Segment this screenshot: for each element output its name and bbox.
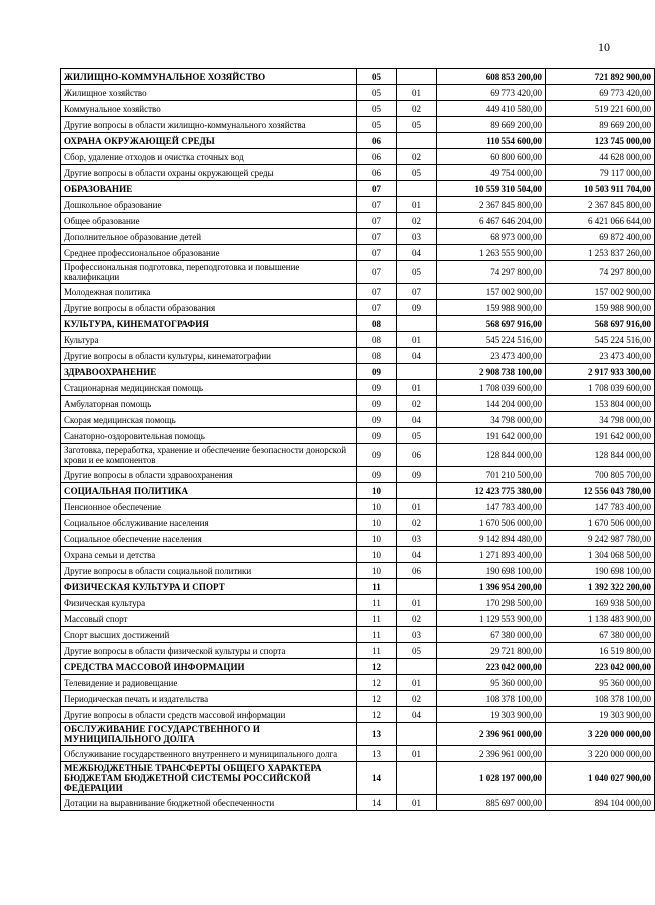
section-row [61, 659, 655, 675]
row-amount-1: 1 396 954 200,00 [437, 579, 546, 595]
row-name: Общее образование [61, 213, 357, 229]
table-row [61, 101, 655, 117]
row-amount-2: 545 224 516,00 [546, 332, 655, 348]
row-name: ОБРАЗОВАНИЕ [61, 181, 357, 197]
row-section-code: 09 [357, 428, 397, 444]
row-amount-1: 2 396 961 000,00 [437, 723, 546, 746]
row-amount-2: 1 670 506 000,00 [546, 515, 655, 531]
row-amount-1: 95 360 000,00 [437, 675, 546, 691]
row-amount-2: 89 669 200,00 [546, 117, 655, 133]
row-amount-1: 157 002 900,00 [437, 284, 546, 300]
row-name: Другие вопросы в области социальной политики [61, 563, 357, 579]
row-subsection-code [397, 762, 437, 795]
table-row [61, 149, 655, 165]
row-amount-2: 69 872 400,00 [546, 229, 655, 245]
row-section-code: 06 [357, 133, 397, 149]
row-amount-2: 519 221 600,00 [546, 101, 655, 117]
row-section-code: 14 [357, 795, 397, 811]
row-name: Сбор, удаление отходов и очистка сточных вод [61, 149, 357, 165]
row-subsection-code: 02 [397, 515, 437, 531]
row-amount-1: 1 670 506 000,00 [437, 515, 546, 531]
row-section-code: 07 [357, 181, 397, 197]
row-amount-1: 1 708 039 600,00 [437, 380, 546, 396]
row-amount-1: 223 042 000,00 [437, 659, 546, 675]
row-subsection-code [397, 69, 437, 85]
row-amount-2: 1 304 068 500,00 [546, 547, 655, 563]
row-section-code: 12 [357, 659, 397, 675]
row-amount-2: 12 556 043 780,00 [546, 483, 655, 499]
table-row [61, 691, 655, 707]
row-subsection-code: 01 [397, 675, 437, 691]
row-amount-2: 44 628 000,00 [546, 149, 655, 165]
row-amount-1: 1 271 893 400,00 [437, 547, 546, 563]
row-amount-2: 108 378 100,00 [546, 691, 655, 707]
row-section-code: 11 [357, 643, 397, 659]
row-name: Физическая культура [61, 595, 357, 611]
row-amount-2: 721 892 900,00 [546, 69, 655, 85]
row-section-code: 07 [357, 300, 397, 316]
row-name: Коммунальное хозяйство [61, 101, 357, 117]
row-name: Телевидение и радиовещание [61, 675, 357, 691]
table-row [61, 428, 655, 444]
row-section-code: 07 [357, 229, 397, 245]
budget-table-body [61, 69, 655, 811]
row-name: Дополнительное образование детей [61, 229, 357, 245]
row-amount-1: 1 129 553 900,00 [437, 611, 546, 627]
page-number: 10 [598, 40, 610, 54]
row-amount-1: 159 988 900,00 [437, 300, 546, 316]
row-subsection-code: 05 [397, 261, 437, 284]
row-name: Спорт высших достижений [61, 627, 357, 643]
section-row [61, 316, 655, 332]
table-row [61, 595, 655, 611]
row-amount-1: 1 263 555 900,00 [437, 245, 546, 261]
row-amount-2: 1 138 483 900,00 [546, 611, 655, 627]
row-subsection-code [397, 181, 437, 197]
row-amount-1: 34 798 000,00 [437, 412, 546, 428]
row-name: СРЕДСТВА МАССОВОЙ ИНФОРМАЦИИ [61, 659, 357, 675]
row-amount-2: 16 519 800,00 [546, 643, 655, 659]
row-name: Амбулаторная помощь [61, 396, 357, 412]
row-section-code: 13 [357, 746, 397, 762]
row-section-code: 07 [357, 197, 397, 213]
row-subsection-code: 05 [397, 643, 437, 659]
row-subsection-code [397, 364, 437, 380]
row-name: Культура [61, 332, 357, 348]
row-name: Периодическая печать и издательства [61, 691, 357, 707]
table-row [61, 332, 655, 348]
row-subsection-code: 01 [397, 380, 437, 396]
row-name: Другие вопросы в области физической культуры и спорта [61, 643, 357, 659]
row-amount-1: 108 378 100,00 [437, 691, 546, 707]
table-row [61, 229, 655, 245]
row-subsection-code: 09 [397, 300, 437, 316]
table-row [61, 675, 655, 691]
table-row [61, 467, 655, 483]
row-section-code: 10 [357, 563, 397, 579]
row-amount-2: 69 773 420,00 [546, 85, 655, 101]
table-row [61, 261, 655, 284]
row-amount-2: 190 698 100,00 [546, 563, 655, 579]
row-subsection-code [397, 659, 437, 675]
row-name: ЖИЛИЩНО-КОММУНАЛЬНОЕ ХОЗЯЙСТВО [61, 69, 357, 85]
row-name: Дотации на выравнивание бюджетной обеспеченности [61, 795, 357, 811]
row-name: ЗДРАВООХРАНЕНИЕ [61, 364, 357, 380]
row-amount-2: 2 367 845 800,00 [546, 197, 655, 213]
row-amount-1: 67 380 000,00 [437, 627, 546, 643]
row-amount-2: 1 708 039 600,00 [546, 380, 655, 396]
row-subsection-code: 02 [397, 611, 437, 627]
row-name: Другие вопросы в области здравоохранения [61, 467, 357, 483]
row-subsection-code: 02 [397, 101, 437, 117]
row-name: Массовый спорт [61, 611, 357, 627]
row-subsection-code: 02 [397, 691, 437, 707]
section-row [61, 364, 655, 380]
row-subsection-code: 01 [397, 795, 437, 811]
row-subsection-code: 06 [397, 563, 437, 579]
row-name: Пенсионное обеспечение [61, 499, 357, 515]
row-section-code: 06 [357, 149, 397, 165]
section-row [61, 181, 655, 197]
row-subsection-code: 04 [397, 547, 437, 563]
table-row [61, 795, 655, 811]
row-subsection-code: 03 [397, 627, 437, 643]
row-subsection-code: 01 [397, 197, 437, 213]
table-row [61, 547, 655, 563]
row-amount-1: 74 297 800,00 [437, 261, 546, 284]
row-subsection-code: 01 [397, 746, 437, 762]
table-row [61, 746, 655, 762]
row-section-code: 05 [357, 69, 397, 85]
row-name: Дошкольное образование [61, 197, 357, 213]
row-amount-1: 170 298 500,00 [437, 595, 546, 611]
row-amount-2: 34 798 000,00 [546, 412, 655, 428]
row-amount-1: 1 028 197 000,00 [437, 762, 546, 795]
row-name: Другие вопросы в области охраны окружающей среды [61, 165, 357, 181]
table-row [61, 284, 655, 300]
row-amount-2: 191 642 000,00 [546, 428, 655, 444]
row-section-code: 09 [357, 444, 397, 467]
row-name: Молодежная политика [61, 284, 357, 300]
budget-table [60, 68, 655, 811]
row-amount-1: 68 973 000,00 [437, 229, 546, 245]
row-subsection-code: 02 [397, 149, 437, 165]
section-row [61, 483, 655, 499]
table-row [61, 627, 655, 643]
table-row [61, 531, 655, 547]
row-amount-2: 9 242 987 780,00 [546, 531, 655, 547]
row-amount-1: 49 754 000,00 [437, 165, 546, 181]
row-subsection-code: 03 [397, 531, 437, 547]
row-name: Другие вопросы в области культуры, кинематографии [61, 348, 357, 364]
row-amount-1: 12 423 775 380,00 [437, 483, 546, 499]
row-amount-1: 128 844 000,00 [437, 444, 546, 467]
row-amount-2: 19 303 900,00 [546, 707, 655, 723]
row-section-code: 11 [357, 611, 397, 627]
row-section-code: 09 [357, 380, 397, 396]
row-amount-2: 3 220 000 000,00 [546, 723, 655, 746]
row-amount-1: 2 396 961 000,00 [437, 746, 546, 762]
table-row [61, 515, 655, 531]
row-amount-2: 3 220 000 000,00 [546, 746, 655, 762]
row-subsection-code: 05 [397, 165, 437, 181]
row-section-code: 09 [357, 467, 397, 483]
row-amount-1: 147 783 400,00 [437, 499, 546, 515]
row-name: Жилищное хозяйство [61, 85, 357, 101]
row-subsection-code [397, 579, 437, 595]
row-amount-2: 1 040 027 900,00 [546, 762, 655, 795]
row-amount-1: 191 642 000,00 [437, 428, 546, 444]
row-subsection-code: 02 [397, 396, 437, 412]
row-amount-1: 449 410 580,00 [437, 101, 546, 117]
row-section-code: 09 [357, 396, 397, 412]
row-amount-1: 2 908 738 100,00 [437, 364, 546, 380]
row-amount-1: 190 698 100,00 [437, 563, 546, 579]
row-section-code: 08 [357, 316, 397, 332]
row-subsection-code: 01 [397, 332, 437, 348]
row-name: Другие вопросы в области образования [61, 300, 357, 316]
row-amount-1: 69 773 420,00 [437, 85, 546, 101]
row-section-code: 06 [357, 165, 397, 181]
row-amount-2: 147 783 400,00 [546, 499, 655, 515]
row-amount-2: 123 745 000,00 [546, 133, 655, 149]
row-section-code: 10 [357, 515, 397, 531]
row-section-code: 08 [357, 348, 397, 364]
row-subsection-code: 05 [397, 428, 437, 444]
row-name: ФИЗИЧЕСКАЯ КУЛЬТУРА И СПОРТ [61, 579, 357, 595]
row-name: Обслуживание государственного внутреннего и муниципального долга [61, 746, 357, 762]
section-row [61, 133, 655, 149]
row-name: КУЛЬТУРА, КИНЕМАТОГРАФИЯ [61, 316, 357, 332]
table-row [61, 563, 655, 579]
row-amount-1: 19 303 900,00 [437, 707, 546, 723]
row-subsection-code: 01 [397, 595, 437, 611]
row-section-code: 10 [357, 499, 397, 515]
row-name: Социальное обслуживание населения [61, 515, 357, 531]
row-amount-2: 128 844 000,00 [546, 444, 655, 467]
row-name: Скорая медицинская помощь [61, 412, 357, 428]
row-section-code: 09 [357, 412, 397, 428]
row-subsection-code: 02 [397, 213, 437, 229]
row-amount-1: 6 467 646 204,00 [437, 213, 546, 229]
table-row [61, 444, 655, 467]
row-subsection-code: 09 [397, 467, 437, 483]
row-amount-1: 144 204 000,00 [437, 396, 546, 412]
section-row [61, 723, 655, 746]
row-section-code: 12 [357, 691, 397, 707]
row-subsection-code [397, 723, 437, 746]
row-amount-1: 885 697 000,00 [437, 795, 546, 811]
row-amount-2: 2 917 933 300,00 [546, 364, 655, 380]
row-name: Социальное обеспечение населения [61, 531, 357, 547]
table-row [61, 643, 655, 659]
row-amount-2: 894 104 000,00 [546, 795, 655, 811]
row-name: Среднее профессиональное образование [61, 245, 357, 261]
table-row [61, 197, 655, 213]
row-amount-1: 60 800 600,00 [437, 149, 546, 165]
table-row [61, 412, 655, 428]
row-section-code: 13 [357, 723, 397, 746]
row-name: МЕЖБЮДЖЕТНЫЕ ТРАНСФЕРТЫ ОБЩЕГО ХАРАКТЕРА БЮДЖЕТАМ БЮДЖЕТНОЙ СИСТЕМЫ РОССИЙСКОЙ ФЕДЕРАЦИИ [61, 762, 357, 795]
row-name: Заготовка, переработка, хранение и обеспечение безопасности донорской крови и ее компонентов [61, 444, 357, 467]
row-subsection-code: 04 [397, 245, 437, 261]
row-amount-2: 95 360 000,00 [546, 675, 655, 691]
row-section-code: 14 [357, 762, 397, 795]
row-amount-2: 568 697 916,00 [546, 316, 655, 332]
row-section-code: 11 [357, 595, 397, 611]
row-section-code: 07 [357, 261, 397, 284]
row-name: Другие вопросы в области жилищно-коммунального хозяйства [61, 117, 357, 133]
row-section-code: 11 [357, 579, 397, 595]
row-subsection-code: 01 [397, 85, 437, 101]
row-amount-2: 223 042 000,00 [546, 659, 655, 675]
row-section-code: 12 [357, 707, 397, 723]
row-subsection-code [397, 133, 437, 149]
section-row [61, 69, 655, 85]
row-amount-2: 153 804 000,00 [546, 396, 655, 412]
row-section-code: 07 [357, 284, 397, 300]
section-row [61, 762, 655, 795]
row-subsection-code: 05 [397, 117, 437, 133]
row-amount-1: 10 559 310 504,00 [437, 181, 546, 197]
row-name: Стационарная медицинская помощь [61, 380, 357, 396]
table-row [61, 245, 655, 261]
row-name: Санаторно-оздоровительная помощь [61, 428, 357, 444]
row-name: СОЦИАЛЬНАЯ ПОЛИТИКА [61, 483, 357, 499]
row-amount-2: 74 297 800,00 [546, 261, 655, 284]
row-section-code: 05 [357, 117, 397, 133]
row-subsection-code: 01 [397, 499, 437, 515]
row-name: Другие вопросы в области средств массовой информации [61, 707, 357, 723]
row-section-code: 09 [357, 364, 397, 380]
row-amount-2: 67 380 000,00 [546, 627, 655, 643]
table-row [61, 85, 655, 101]
row-section-code: 07 [357, 245, 397, 261]
table-row [61, 499, 655, 515]
row-section-code: 10 [357, 483, 397, 499]
table-row [61, 300, 655, 316]
table-row [61, 213, 655, 229]
row-section-code: 11 [357, 627, 397, 643]
row-amount-1: 9 142 894 480,00 [437, 531, 546, 547]
row-amount-1: 608 853 200,00 [437, 69, 546, 85]
row-subsection-code: 07 [397, 284, 437, 300]
table-row [61, 707, 655, 723]
row-amount-1: 2 367 845 800,00 [437, 197, 546, 213]
row-section-code: 05 [357, 85, 397, 101]
row-amount-1: 568 697 916,00 [437, 316, 546, 332]
row-subsection-code: 06 [397, 444, 437, 467]
row-amount-2: 79 117 000,00 [546, 165, 655, 181]
row-amount-2: 6 421 066 644,00 [546, 213, 655, 229]
row-subsection-code: 04 [397, 348, 437, 364]
table-row [61, 396, 655, 412]
row-amount-1: 701 210 500,00 [437, 467, 546, 483]
row-amount-1: 23 473 400,00 [437, 348, 546, 364]
row-subsection-code: 03 [397, 229, 437, 245]
row-amount-2: 1 253 837 260,00 [546, 245, 655, 261]
row-amount-1: 545 224 516,00 [437, 332, 546, 348]
row-section-code: 10 [357, 531, 397, 547]
table-row [61, 117, 655, 133]
row-subsection-code: 04 [397, 707, 437, 723]
row-amount-2: 700 805 700,00 [546, 467, 655, 483]
row-name: Профессиональная подготовка, переподготовка и повышение квалификации [61, 261, 357, 284]
row-section-code: 10 [357, 547, 397, 563]
row-amount-1: 29 721 800,00 [437, 643, 546, 659]
row-name: ОБСЛУЖИВАНИЕ ГОСУДАРСТВЕННОГО И МУНИЦИПАЛЬНОГО ДОЛГА [61, 723, 357, 746]
row-amount-2: 23 473 400,00 [546, 348, 655, 364]
section-row [61, 579, 655, 595]
row-amount-2: 10 503 911 704,00 [546, 181, 655, 197]
table-row [61, 348, 655, 364]
row-name: ОХРАНА ОКРУЖАЮЩЕЙ СРЕДЫ [61, 133, 357, 149]
row-amount-2: 1 392 322 200,00 [546, 579, 655, 595]
row-amount-2: 157 002 900,00 [546, 284, 655, 300]
row-amount-1: 89 669 200,00 [437, 117, 546, 133]
table-row [61, 611, 655, 627]
row-section-code: 12 [357, 675, 397, 691]
row-section-code: 05 [357, 101, 397, 117]
table-row [61, 380, 655, 396]
row-amount-2: 159 988 900,00 [546, 300, 655, 316]
row-section-code: 08 [357, 332, 397, 348]
row-name: Охрана семьи и детства [61, 547, 357, 563]
row-subsection-code [397, 483, 437, 499]
row-section-code: 07 [357, 213, 397, 229]
row-amount-2: 169 938 500,00 [546, 595, 655, 611]
row-amount-1: 110 554 600,00 [437, 133, 546, 149]
row-subsection-code [397, 316, 437, 332]
table-row [61, 165, 655, 181]
row-subsection-code: 04 [397, 412, 437, 428]
